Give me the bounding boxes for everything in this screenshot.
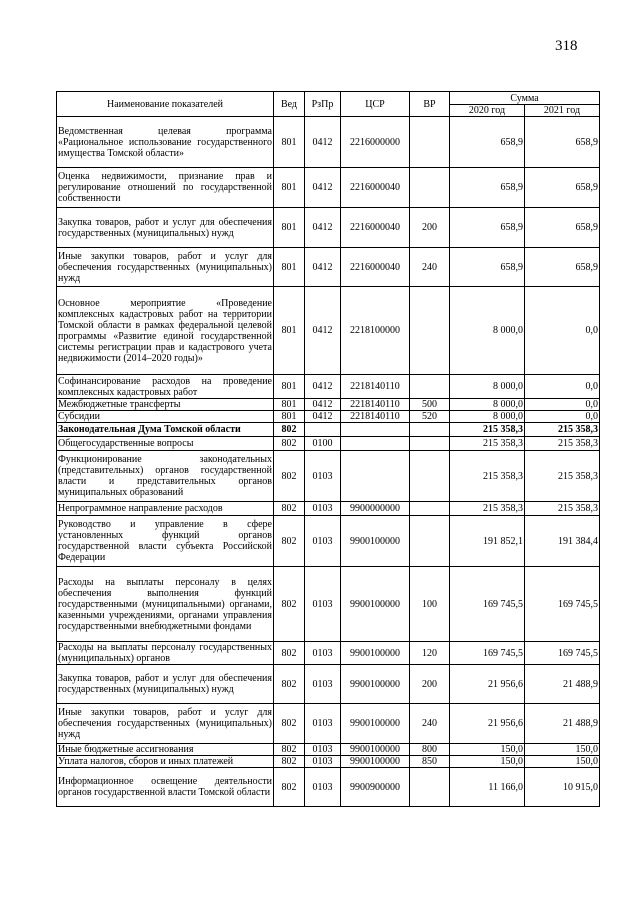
row-vr	[410, 768, 450, 807]
row-ved: 801	[274, 399, 305, 411]
row-ved: 802	[274, 502, 305, 516]
row-sum-2021: 150,0	[525, 744, 600, 756]
row-vr: 500	[410, 399, 450, 411]
row-csr: 2218140110	[341, 411, 410, 423]
row-name: Информационное освещение деятельности органов государственной власти Томской области	[57, 768, 274, 807]
row-vr	[410, 437, 450, 451]
row-rzpr: 0412	[305, 168, 341, 208]
row-ved: 801	[274, 411, 305, 423]
row-sum-2020: 21 956,6	[450, 704, 525, 744]
row-sum-2021: 191 384,4	[525, 516, 600, 567]
row-rzpr: 0412	[305, 248, 341, 287]
row-sum-2021: 215 358,3	[525, 502, 600, 516]
row-sum-2021: 21 488,9	[525, 665, 600, 704]
table-row	[57, 411, 600, 423]
row-rzpr: 0103	[305, 756, 341, 768]
row-ved: 802	[274, 665, 305, 704]
row-name: Непрограммное направление расходов	[57, 502, 274, 516]
row-sum-2020: 658,9	[450, 208, 525, 248]
row-name: Функционирование законодательных (представительных) органов государственной власти и представительных органов муниципальных образований	[57, 451, 274, 502]
row-rzpr: 0412	[305, 208, 341, 248]
row-ved: 802	[274, 642, 305, 665]
row-sum-2020: 21 956,6	[450, 665, 525, 704]
row-sum-2021: 215 358,3	[525, 437, 600, 451]
header-vr: ВР	[410, 92, 450, 117]
row-rzpr: 0103	[305, 704, 341, 744]
table-row	[57, 208, 600, 248]
row-sum-2020: 658,9	[450, 248, 525, 287]
row-name: Оценка недвижимости, признание прав и регулирование отношений по государственной собственности	[57, 168, 274, 208]
row-sum-2020: 658,9	[450, 168, 525, 208]
row-csr: 2218140110	[341, 375, 410, 399]
row-rzpr: 0103	[305, 642, 341, 665]
table-row	[57, 287, 600, 375]
row-rzpr: 0412	[305, 411, 341, 423]
table-row	[57, 567, 600, 642]
row-ved: 801	[274, 208, 305, 248]
row-name: Закупка товаров, работ и услуг для обеспечения государственных (муниципальных) нужд	[57, 665, 274, 704]
table-row	[57, 437, 600, 451]
row-name: Иные закупки товаров, работ и услуг для обеспечения государственных (муниципальных) нужд	[57, 704, 274, 744]
row-sum-2021: 0,0	[525, 411, 600, 423]
table-row	[57, 665, 600, 704]
row-sum-2020: 215 358,3	[450, 437, 525, 451]
row-rzpr: 0103	[305, 502, 341, 516]
row-sum-2021: 21 488,9	[525, 704, 600, 744]
row-ved: 801	[274, 287, 305, 375]
row-sum-2020: 215 358,3	[450, 502, 525, 516]
table-row	[57, 399, 600, 411]
row-sum-2021: 215 358,3	[525, 451, 600, 502]
row-rzpr: 0103	[305, 567, 341, 642]
row-vr: 200	[410, 208, 450, 248]
row-name: Субсидии	[57, 411, 274, 423]
row-vr	[410, 423, 450, 437]
row-name: Уплата налогов, сборов и иных платежей	[57, 756, 274, 768]
row-ved: 802	[274, 756, 305, 768]
row-sum-2021: 0,0	[525, 399, 600, 411]
row-name: Руководство и управление в сфере установленных функций органов государственной власти субъекта Российской Федерации	[57, 516, 274, 567]
row-name: Общегосударственные вопросы	[57, 437, 274, 451]
row-sum-2020: 11 166,0	[450, 768, 525, 807]
row-vr	[410, 168, 450, 208]
row-sum-2021: 10 915,0	[525, 768, 600, 807]
row-name: Ведомственная целевая программа «Рациональное использование государственного имущества Томской области»	[57, 117, 274, 168]
row-rzpr: 0103	[305, 516, 341, 567]
row-csr: 9900100000	[341, 744, 410, 756]
row-name: Софинансирование расходов на проведение комплексных кадастровых работ	[58, 375, 272, 398]
row-name: Основное мероприятие «Проведение комплексных кадастровых работ на территории Томской области в рамках федеральной целевой программы «Развитие единой государственной системы регистрации прав и кадастрового учета недвижимости (2014–2020 годы)»	[57, 287, 274, 375]
row-sum-2021: 0,0	[525, 287, 600, 375]
row-vr: 200	[410, 665, 450, 704]
row-csr: 2216000040	[341, 168, 410, 208]
row-name: Иные закупки товаров, работ и услуг для обеспечения государственных (муниципальных) нужд	[57, 248, 274, 287]
row-rzpr: 0103	[305, 451, 341, 502]
row-csr: 9900100000	[341, 704, 410, 744]
row-vr: 850	[410, 756, 450, 768]
row-sum-2020: 191 852,1	[450, 516, 525, 567]
row-sum-2021: 658,9	[525, 208, 600, 248]
table-row	[57, 375, 600, 399]
row-name: Межбюджетные трансферты	[57, 399, 274, 411]
row-sum-2021: 658,9	[525, 248, 600, 287]
row-sum-2021: 658,9	[525, 117, 600, 168]
row-rzpr: 0103	[305, 768, 341, 807]
table-row	[57, 704, 600, 744]
table-row	[57, 248, 600, 287]
header-ved: Вед	[274, 92, 305, 117]
row-sum-2021: 150,0	[525, 756, 600, 768]
row-ved: 801	[274, 168, 305, 208]
row-sum-2021: 658,9	[525, 168, 600, 208]
row-rzpr: 0412	[305, 399, 341, 411]
row-csr: 2216000040	[341, 248, 410, 287]
table-row	[57, 516, 600, 567]
row-sum-2021: 0,0	[525, 375, 600, 399]
row-csr: 9900900000	[341, 768, 410, 807]
table-row	[57, 768, 600, 807]
row-ved: 802	[274, 744, 305, 756]
row-ved: 802	[274, 423, 305, 437]
row-ved: 802	[274, 437, 305, 451]
header-year-2021: 2021 год	[525, 105, 600, 117]
row-sum-2021: 169 745,5	[525, 642, 600, 665]
row-sum-2020: 150,0	[450, 744, 525, 756]
row-sum-2020: 169 745,5	[450, 567, 525, 642]
row-csr	[341, 437, 410, 451]
row-vr	[410, 287, 450, 375]
row-vr: 800	[410, 744, 450, 756]
row-rzpr: 0412	[305, 287, 341, 375]
row-vr	[410, 117, 450, 168]
row-csr: 9900100000	[341, 642, 410, 665]
row-rzpr: 0412	[305, 117, 341, 168]
row-csr: 2216000000	[341, 117, 410, 168]
row-ved: 801	[274, 248, 305, 287]
page-number: 318	[555, 38, 578, 54]
row-csr: 2218140110	[341, 399, 410, 411]
row-rzpr	[305, 423, 341, 437]
row-vr	[410, 502, 450, 516]
row-ved: 802	[274, 768, 305, 807]
row-sum-2021: 215 358,3	[525, 423, 600, 437]
row-ved: 801	[274, 375, 305, 399]
row-csr: 9900100000	[341, 665, 410, 704]
row-name: Закупка товаров, работ и услуг для обеспечения государственных (муниципальных) нужд	[57, 208, 274, 248]
row-ved: 801	[274, 117, 305, 168]
row-rzpr: 0103	[305, 744, 341, 756]
row-csr: 9900000000	[341, 502, 410, 516]
row-ved: 802	[274, 451, 305, 502]
row-sum-2020: 169 745,5	[450, 642, 525, 665]
table-row	[57, 756, 600, 768]
row-rzpr: 0412	[305, 375, 341, 399]
table-row	[57, 642, 600, 665]
row-name: Законодательная Дума Томской области	[57, 423, 274, 437]
row-csr: 9900100000	[341, 516, 410, 567]
row-csr: 9900100000	[341, 756, 410, 768]
row-csr: 9900100000	[341, 567, 410, 642]
row-csr	[341, 423, 410, 437]
row-sum-2020: 150,0	[450, 756, 525, 768]
row-sum-2020: 658,9	[450, 117, 525, 168]
header-sum: Сумма	[450, 92, 600, 105]
row-vr: 120	[410, 642, 450, 665]
row-ved: 802	[274, 516, 305, 567]
budget-table	[56, 91, 600, 807]
row-sum-2020: 8 000,0	[450, 411, 525, 423]
row-vr: 520	[410, 411, 450, 423]
row-rzpr: 0100	[305, 437, 341, 451]
row-vr: 100	[410, 567, 450, 642]
row-vr	[410, 451, 450, 502]
row-csr	[341, 451, 410, 502]
row-vr	[410, 375, 450, 399]
row-name: Иные бюджетные ассигнования	[57, 744, 274, 756]
row-name: Расходы на выплаты персоналу государственных (муниципальных) органов	[58, 642, 272, 664]
row-sum-2020: 8 000,0	[450, 399, 525, 411]
row-csr: 2218100000	[341, 287, 410, 375]
row-rzpr: 0103	[305, 665, 341, 704]
row-csr: 2216000040	[341, 208, 410, 248]
table-row	[57, 502, 600, 516]
row-sum-2020: 8 000,0	[450, 375, 525, 399]
row-sum-2021: 169 745,5	[525, 567, 600, 642]
header-csr: ЦСР	[341, 92, 410, 117]
row-ved: 802	[274, 567, 305, 642]
header-name: Наименование показателей	[57, 92, 274, 117]
table-row	[57, 451, 600, 502]
row-vr: 240	[410, 704, 450, 744]
row-sum-2020: 215 358,3	[450, 423, 525, 437]
table-row	[57, 744, 600, 756]
header-year-2020: 2020 год	[450, 105, 525, 117]
row-name: Расходы на выплаты персоналу в целях обеспечения выполнения функций государственными (муниципальными) органами, казенными учреждениями, органами управления государственными внебюджетными фондами	[57, 567, 274, 642]
row-sum-2020: 8 000,0	[450, 287, 525, 375]
table-row	[57, 117, 600, 168]
row-sum-2020: 215 358,3	[450, 451, 525, 502]
row-vr: 240	[410, 248, 450, 287]
table-row	[57, 168, 600, 208]
table-row	[57, 423, 600, 437]
row-ved: 802	[274, 704, 305, 744]
row-vr	[410, 516, 450, 567]
header-rzpr: РзПр	[305, 92, 341, 117]
